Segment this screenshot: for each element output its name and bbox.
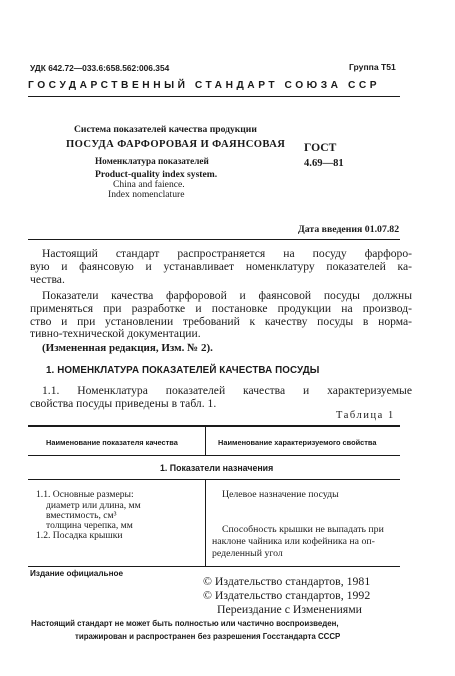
banner-rule [28,96,400,97]
application-paragraph [30,290,412,341]
gost-number: 4.69—81 [304,158,344,169]
udk-code: УДК 642.72—033.6:658.562:006.354 [30,63,170,73]
table-group-rule [28,479,400,480]
section-title: 1. НОМЕНКЛАТУРА ПОКАЗАТЕЛЕЙ КАЧЕСТВА ПОСУДЫ [46,365,320,376]
date-rule [28,239,400,240]
row-capacity: вместимость, см³ [46,510,117,521]
row-main-dimensions: 1.1. Основные размеры: [36,489,134,500]
row-lid-fit: 1.2. Посадка крышки [36,530,123,541]
table-caption: Таблица 1 [336,410,395,421]
amendment-note: (Измененная редакция, Изм. № 2). [42,342,213,354]
copyright-1992: © Издательство стандартов, 1992 [203,588,371,602]
application-line-1: Показатели качества фарфоровой и фаянсовой посуды должны [42,289,412,302]
application-line-2: применяться при разработке и постановке продукции на производ- [30,301,412,315]
reprint-note: Переиздание с Изменениями [217,602,362,616]
clause-line-2: свойства посуды приведены в табл. 1. [30,396,217,410]
scope-paragraph [30,248,412,286]
lid-property-line-3: ределенный угол [212,548,283,559]
group-code: Группа Т51 [349,62,396,72]
table-header-indicator: Наименование показателя качества [46,438,178,447]
table-top-rule [28,425,400,427]
table-header-rule [28,455,400,456]
lid-property-line-2: наклоне чайника или кофейника на оп- [212,536,375,547]
table-header-divider [205,426,206,455]
subtitle: Номенклатура показателей [95,156,209,166]
scope-line-2: вую и фаянсовую и устанавливает номенклатуру показателей ка- [30,259,412,273]
table-group-title: 1. Показатели назначения [160,463,274,473]
copyright-1981: © Издательство стандартов, 1981 [203,574,371,588]
clause-1-1 [30,385,412,411]
purpose-cell: Целевое назначение посуды [222,489,339,500]
table-bottom-rule [28,566,400,567]
copyright-notice-line-1: Настоящий стандарт не может быть полностью или частично воспроизведен, [31,619,339,628]
row-thickness: толщина черепка, мм [46,520,133,531]
official-edition: Издание официальное [30,569,124,578]
copyright-notice-line-2: тиражирован и распространен без разрешения Госстандарта СССР [75,632,341,641]
introduction-date: Дата введения 01.07.82 [298,224,400,235]
application-line-4: тивно-технической документации. [30,327,201,341]
english-title-1: Product-quality index system. [95,169,218,180]
system-line: Система показателей качества продукции [74,124,257,135]
main-title: ПОСУДА ФАРФОРОВАЯ И ФАЯНСОВАЯ [66,139,286,150]
scope-line-1: Настоящий стандарт распространяется на посуду фарфоро- [42,247,412,260]
scope-line-3: чества. [30,272,65,286]
lid-property-line-1: Способность крышки не выпадать при [222,524,384,535]
table-body-divider [205,480,206,566]
state-standard-banner: ГОСУДАРСТВЕННЫЙ СТАНДАРТ СОЮЗА ССР [28,80,381,91]
application-line-3: ство и при установлении требований к качеству посуды в норма- [30,314,412,328]
table-header-property: Наименование характеризуемого свойства [218,438,377,447]
english-title-3: Index nomenclature [108,189,185,200]
gost-label: ГОСТ [304,141,337,154]
row-diameter: диаметр или длина, мм [46,500,141,511]
clause-line-1: 1.1. Номенклатура показателей качества и характеризуемые [42,384,412,397]
english-title-2: China and faience. [113,179,185,190]
